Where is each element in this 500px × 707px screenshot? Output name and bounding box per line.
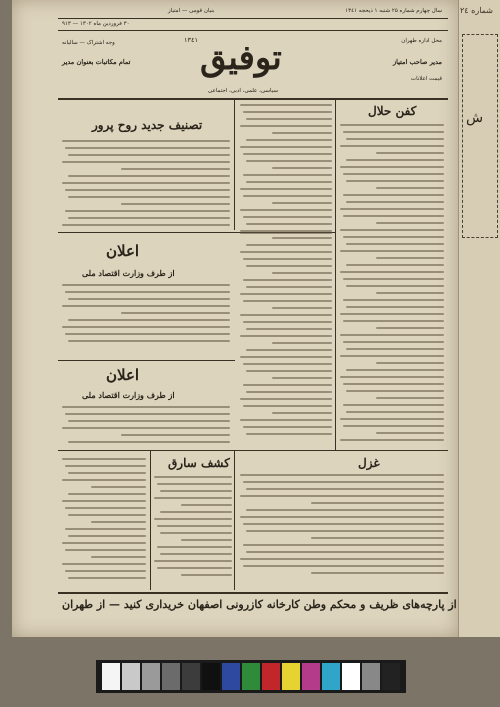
- text-line: [246, 391, 332, 393]
- text-line: [181, 539, 232, 541]
- text-line: [68, 340, 230, 342]
- text-line: [240, 125, 332, 127]
- text-line: [346, 411, 444, 413]
- text-line: [340, 418, 444, 420]
- subscription-line: وجه اشتراک — سالیانه: [62, 40, 115, 46]
- issue-info: سال چهارم شماره ۲۵ شنبه ۱ ذیحجه ۱۳٤۱: [345, 8, 442, 14]
- text-line: [68, 441, 230, 443]
- text-line: [62, 326, 230, 328]
- text-line: [272, 412, 332, 414]
- text-line: [68, 577, 146, 579]
- color-chip: [302, 663, 320, 690]
- text-line: [340, 124, 444, 126]
- article-title-kafan: کفن حلال: [368, 104, 417, 118]
- color-chip: [382, 663, 400, 690]
- office-address: محل اداره طهران: [401, 38, 442, 44]
- text-line: [343, 425, 444, 427]
- text-line: [68, 472, 146, 474]
- text-line: [240, 188, 332, 190]
- publisher-line: مدیر صاحب امتیاز: [392, 58, 442, 66]
- text-line: [243, 523, 444, 525]
- text-line: [68, 420, 230, 422]
- text-line: [65, 210, 230, 212]
- masthead-year: ۱۳٤۱: [184, 36, 198, 44]
- text-line: [160, 511, 232, 513]
- color-chip: [182, 663, 200, 690]
- notice-subtitle-1: از طرف وزارت اقتصاد ملی: [82, 268, 175, 278]
- text-line: [246, 551, 444, 553]
- text-line: [68, 217, 230, 219]
- text-line: [91, 521, 146, 523]
- text-line: [65, 189, 230, 191]
- text-line: [376, 432, 444, 434]
- text-line: [343, 236, 444, 238]
- text-line: [340, 334, 444, 336]
- text-line: [246, 286, 332, 288]
- text-line: [376, 152, 444, 154]
- text-line: [272, 202, 332, 204]
- text-line: [240, 474, 444, 476]
- text-line: [65, 549, 146, 551]
- text-line: [243, 426, 332, 428]
- text-line: [346, 348, 444, 350]
- text-line: [62, 500, 146, 502]
- text-line: [154, 476, 232, 478]
- text-line: [346, 159, 444, 161]
- text-line: [376, 292, 444, 294]
- text-line: [272, 167, 332, 169]
- text-line: [243, 216, 332, 218]
- text-line: [272, 342, 332, 344]
- text-line: [121, 312, 230, 314]
- text-line: [121, 434, 230, 436]
- text-line: [240, 495, 444, 497]
- notice-title-2: اعلان: [106, 366, 140, 384]
- text-line: [246, 370, 332, 372]
- text-line: [311, 537, 444, 539]
- text-line: [68, 196, 230, 198]
- correspondence-line: تمام مکاتبات بعنوان مدیر: [62, 58, 131, 66]
- text-line: [68, 319, 230, 321]
- text-line: [243, 384, 332, 386]
- text-line: [68, 493, 146, 495]
- text-line: [243, 174, 332, 176]
- text-line: [240, 335, 332, 337]
- text-line: [157, 525, 232, 527]
- text-line: [62, 458, 146, 460]
- text-line: [240, 314, 332, 316]
- notice-title-1: اعلان: [106, 242, 140, 260]
- text-line: [343, 341, 444, 343]
- adjacent-page-number: شماره ۲٤: [460, 6, 493, 15]
- text-line: [246, 118, 332, 120]
- text-line: [343, 383, 444, 385]
- notice-subtitle-2: از طرف وزارت اقتصاد ملی: [82, 390, 175, 400]
- text-line: [346, 264, 444, 266]
- text-line: [376, 397, 444, 399]
- color-chip: [162, 663, 180, 690]
- text-line: [376, 327, 444, 329]
- text-line: [311, 502, 444, 504]
- text-line: [246, 488, 444, 490]
- text-line: [343, 173, 444, 175]
- text-line: [240, 146, 332, 148]
- text-line: [346, 138, 444, 140]
- text-line: [346, 243, 444, 245]
- article-title-tasnif: تصنیف جدید روح پرور: [92, 118, 203, 132]
- color-chip: [242, 663, 260, 690]
- text-line: [240, 516, 444, 518]
- text-line: [343, 194, 444, 196]
- text-line: [246, 139, 332, 141]
- text-line: [243, 405, 332, 407]
- adjacent-page-ornament-border: [462, 34, 498, 238]
- text-line: [240, 293, 332, 295]
- text-line: [343, 215, 444, 217]
- text-line: [65, 333, 230, 335]
- text-line: [154, 560, 232, 562]
- color-chip: [142, 663, 160, 690]
- color-chip: [262, 663, 280, 690]
- text-line: [343, 320, 444, 322]
- color-chip: [122, 663, 140, 690]
- text-line: [346, 369, 444, 371]
- text-line: [243, 363, 332, 365]
- text-line: [62, 427, 230, 429]
- text-line: [272, 132, 332, 134]
- text-line: [246, 530, 444, 532]
- text-line: [340, 313, 444, 315]
- text-line: [246, 223, 332, 225]
- text-line: [311, 572, 444, 574]
- text-line: [243, 111, 332, 113]
- text-line: [376, 257, 444, 259]
- text-line: [240, 398, 332, 400]
- text-line: [62, 161, 230, 163]
- text-line: [65, 528, 146, 530]
- issue-date: ۳۰ فروردین ماه ۱۳۰۲ — ۹۱۳: [62, 21, 130, 27]
- text-line: [181, 504, 232, 506]
- text-line: [340, 166, 444, 168]
- masthead-subtitle: سیاسی، علمی، ادبی، اجتماعی: [208, 88, 278, 94]
- text-line: [240, 104, 332, 106]
- color-chip: [222, 663, 240, 690]
- text-line: [343, 278, 444, 280]
- text-line: [157, 567, 232, 569]
- text-line: [243, 258, 332, 260]
- text-line: [346, 285, 444, 287]
- masthead-title: توفیق: [200, 38, 282, 78]
- text-line: [346, 201, 444, 203]
- text-line: [62, 479, 146, 481]
- text-line: [240, 209, 332, 211]
- text-line: [240, 558, 444, 560]
- text-line: [62, 182, 230, 184]
- text-line: [346, 180, 444, 182]
- text-line: [62, 140, 230, 142]
- color-chip: [102, 663, 120, 690]
- text-line: [243, 544, 444, 546]
- text-line: [68, 298, 230, 300]
- text-line: [272, 272, 332, 274]
- article-title-kashf: کشف سارق: [168, 456, 230, 470]
- text-line: [246, 181, 332, 183]
- text-line: [65, 291, 230, 293]
- text-line: [340, 145, 444, 147]
- text-line: [243, 481, 444, 483]
- text-line: [272, 377, 332, 379]
- text-line: [91, 556, 146, 558]
- text-line: [62, 542, 146, 544]
- text-line: [65, 413, 230, 415]
- text-line: [343, 404, 444, 406]
- text-line: [160, 532, 232, 534]
- text-line: [65, 465, 146, 467]
- text-line: [343, 299, 444, 301]
- text-line: [65, 147, 230, 149]
- text-line: [240, 356, 332, 358]
- text-line: [346, 390, 444, 392]
- text-line: [376, 222, 444, 224]
- text-line: [246, 349, 332, 351]
- text-line: [68, 154, 230, 156]
- adjacent-page-text-fragment: ش: [466, 110, 484, 126]
- text-line: [68, 514, 146, 516]
- text-line: [340, 439, 444, 441]
- text-line: [160, 553, 232, 555]
- text-line: [68, 535, 146, 537]
- text-line: [240, 232, 332, 234]
- text-line: [340, 250, 444, 252]
- text-line: [340, 376, 444, 378]
- text-line: [243, 300, 332, 302]
- text-line: [340, 208, 444, 210]
- text-line: [62, 224, 230, 226]
- color-chip: [322, 663, 340, 690]
- text-line: [376, 187, 444, 189]
- text-line: [154, 497, 232, 499]
- text-line: [243, 153, 332, 155]
- text-line: [62, 284, 230, 286]
- text-line: [157, 483, 232, 485]
- text-line: [62, 406, 230, 408]
- color-chip: [342, 663, 360, 690]
- text-line: [272, 307, 332, 309]
- text-line: [346, 306, 444, 308]
- text-line: [65, 570, 146, 572]
- text-line: [272, 237, 332, 239]
- text-line: [65, 507, 146, 509]
- text-line: [240, 251, 332, 253]
- color-chip: [282, 663, 300, 690]
- color-chip: [362, 663, 380, 690]
- text-line: [157, 546, 232, 548]
- text-line: [91, 486, 146, 488]
- text-line: [68, 175, 230, 177]
- text-line: [340, 355, 444, 357]
- header-top-center: بنیان قومی — امتیاز: [168, 8, 215, 14]
- text-line: [246, 433, 332, 435]
- text-line: [376, 362, 444, 364]
- text-line: [246, 509, 444, 511]
- text-line: [243, 565, 444, 567]
- text-line: [343, 131, 444, 133]
- ad-price: قیمت اعلانات: [410, 76, 442, 82]
- text-line: [181, 574, 232, 576]
- text-line: [62, 305, 230, 307]
- text-line: [160, 490, 232, 492]
- color-chip: [202, 663, 220, 690]
- text-line: [243, 279, 332, 281]
- text-line: [246, 265, 332, 267]
- text-line: [240, 419, 332, 421]
- text-line: [121, 203, 230, 205]
- text-line: [246, 160, 332, 162]
- footer-advertisement: از پارچه‌های ظریف و محکم وطن کارخانه کازرونی اصفهان خریداری کنید — از طهران: [62, 598, 457, 611]
- text-line: [121, 168, 230, 170]
- text-line: [340, 271, 444, 273]
- text-line: [243, 195, 332, 197]
- article-title-ghazal: غزل: [358, 456, 380, 470]
- text-line: [246, 328, 332, 330]
- text-line: [154, 518, 232, 520]
- text-line: [246, 244, 332, 246]
- color-calibration-bar: [96, 660, 406, 693]
- text-line: [340, 229, 444, 231]
- text-line: [62, 563, 146, 565]
- text-line: [243, 321, 332, 323]
